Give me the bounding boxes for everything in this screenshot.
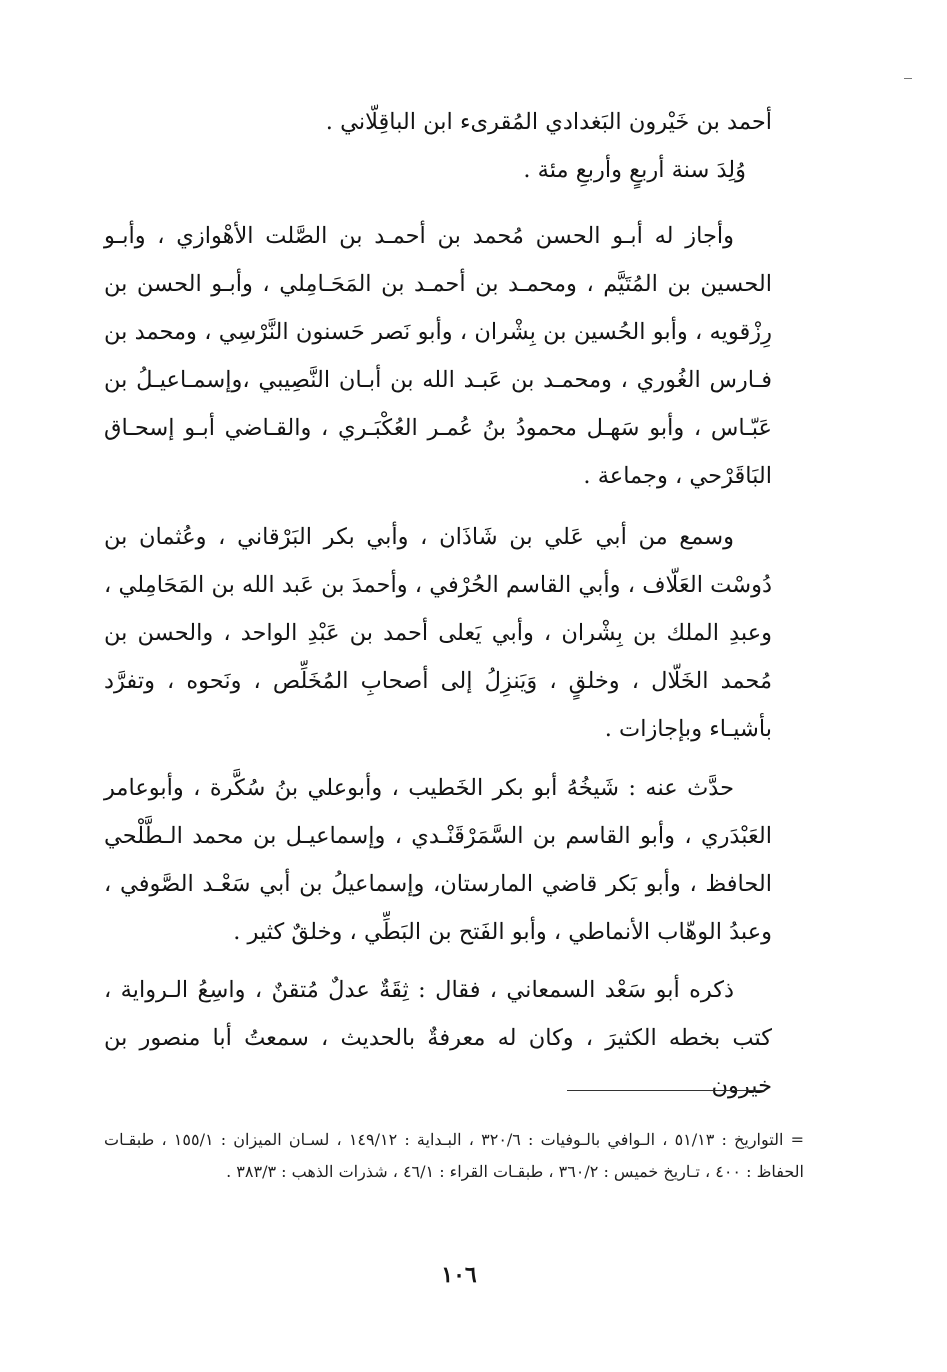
paragraph-students <box>104 764 772 956</box>
page-number: ١٠٦ <box>441 1262 477 1288</box>
paragraph-samani <box>104 966 772 1110</box>
entry-heading <box>132 98 772 194</box>
paragraph-sama <box>104 513 772 753</box>
paragraph-text: وسمع من أبي عَلي بن شَاذَان ، وأبي بكر البَرْقاني ، وعُثمان بن دُوسْت العَلّاف ، وأبي القاسم الحُرْفي ، وأحمدَ بن عَبد الله بن المَحَامِلي ، وعبدِ الملك بن بِشْران ، وأبي يَعلى أحمد بن عَبْدِ الواحد ، والحسن بن مُحمد الخَلّال ، وخلقٍ ، وَيَنزِلُ إلى أصحابِ المُخَلِّص ، ونَحوه ، وتفرَّد بأشيـاء وبإجازات . <box>104 524 772 742</box>
entry-name-line: أحمد بن خَيْرون البَغدادي المُقرىء ابن الباقِلّاني . <box>325 109 772 135</box>
paragraph-text: حدَّث عنه : شَيخُهُ أبو بكر الخَطيب ، وأبوعلي بنُ سُكَّرة ، وأبوعامر العَبْدَري ، وأبو القاسم بن السَّمَرْقَنْـدي ، وإسماعيـل بن محمد الـطَّلْحي الحافظ ، وأبو بَكر قاضي المارستان، وإسماعيلُ بن أبي سَعْـد الصَّوفي ، وعبدُ الوهّاب الأنماطي ، وأبو الفَتح بن البَطِّي ، وخلقٌ كثير . <box>104 775 772 945</box>
margin-mark <box>904 78 912 79</box>
paragraph-text: وأجاز له أبـو الحسن مُحمد بن أحمـد بن الصَّلت الأهْوازي ، وأبـو الحسين بن المُتَيَّم ، ومحمـد بن أحمـد بن المَحَـامِلي ، وأبـو الحسن بن رِزْقويه ، وأبو الحُسين بن بِشْران ، وأبو نَصر حَسنون النَّرْسِي ، ومحمد بن فـارس الغُوري ، ومحمـد بن عَبـد الله بن أبـان النَّصِيبي ،وإسمـاعيـلُ بن عَبّـاس ، وأبو سَهـل محمودُ بنُ عُمـر العُكْبَـري ، والقـاضي أبـو إسحـاق البَاقَرْحي ، وجماعة . <box>104 223 772 489</box>
paragraph-ijaza <box>104 212 772 500</box>
paragraph-text: ذكره أبو سَعْد السمعاني ، فقال : ثِقَةٌ عدلٌ مُتقنٌ ، واسِعُ الـرواية ، كتب بخطه الكثيرَ ، وكان له معرفةٌ بالحديث ، سمعتُ أبا منصور بن خيرون <box>104 977 772 1099</box>
footnote-divider <box>567 1090 764 1091</box>
birth-line: وُلِدَ سنة أربعٍ وأربعِ مئة . <box>523 157 746 183</box>
footnote: = التواريخ : ٥١/١٣ ، الـوافي بالـوفيات : ٣٢٠/٦ ، البـداية : ١٤٩/١٢ ، لسـان الميزان : ١٥٥/١ ، طبقـات الحفاظ : ٤٠٠ ، تـاريخ خميس : ٣٦٠/٢ ، طبقـات القراء : ٤٦/١ ، شذرات الذهب : ٣٨٣/٣ . <box>104 1130 804 1181</box>
